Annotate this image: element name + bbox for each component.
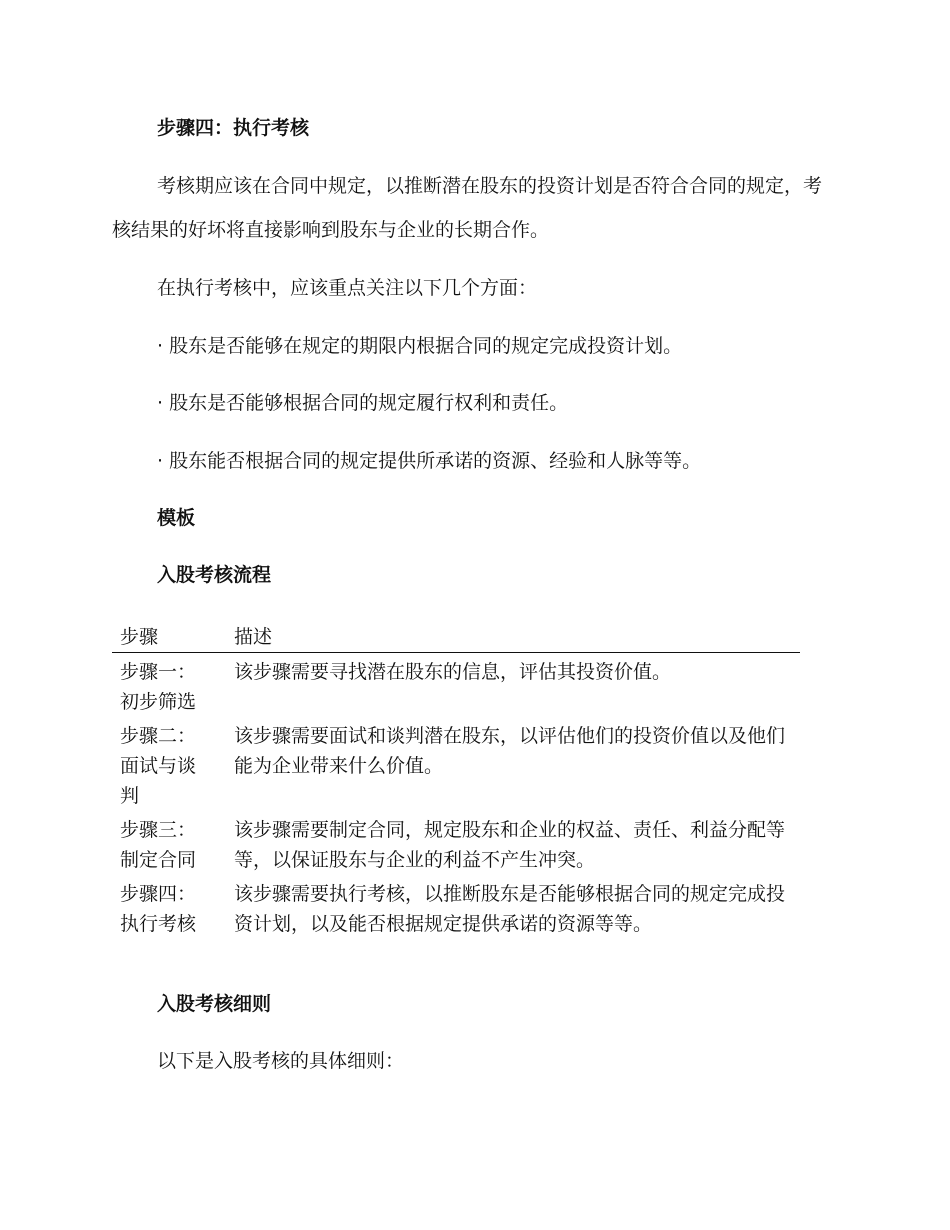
table-row <box>112 653 800 718</box>
rules-intro-text: 以下是入股考核的具体细则： <box>157 1050 405 1072</box>
step-label: 步骤三：制定合同 <box>120 819 197 871</box>
table-cell-step <box>112 875 226 939</box>
step-label: 步骤四：执行考核 <box>120 883 197 935</box>
step-label: 步骤二：面试与谈判 <box>120 725 197 807</box>
focus-intro-text: 在执行考核中，应该重点关注以下几个方面： <box>157 277 538 299</box>
rules-heading: 入股考核细则 <box>157 993 272 1015</box>
step4-paragraph: 考核期应该在合同中规定，以推断潜在股东的投资计划是否符合合同的规定，考核结果的好坏将直接影响到股东与企业的长期合作。 <box>112 175 823 241</box>
focus-bullet-2: · 股东是否能够根据合同的规定履行权利和责任。 <box>157 392 569 414</box>
table-header-step: 步骤 <box>112 622 226 653</box>
table-cell-desc: 该步骤需要执行考核，以推断股东是否能够根据合同的规定完成投资计划，以及能否根据规定提供承诺的资源等等。 <box>234 883 786 935</box>
table-cell-step <box>112 653 226 718</box>
step-label: 步骤一：初步筛选 <box>120 661 197 713</box>
table-header-desc: 描述 <box>226 622 800 653</box>
table-header-row <box>112 622 800 653</box>
table-cell-desc: 该步骤需要面试和谈判潜在股东，以评估他们的投资价值以及他们能为企业带来什么价值。 <box>234 725 786 777</box>
focus-bullet-3: · 股东能否根据合同的规定提供所承诺的资源、经验和人脉等等。 <box>157 450 702 472</box>
table-cell-desc: 该步骤需要制定合同，规定股东和企业的权益、责任、利益分配等等，以保证股东与企业的利益不产生冲突。 <box>234 819 786 871</box>
table-row <box>112 717 800 811</box>
table-cell-step <box>112 717 226 811</box>
process-heading: 入股考核流程 <box>157 564 272 586</box>
process-table <box>112 622 800 939</box>
template-heading: 模板 <box>157 507 196 529</box>
table-cell-step <box>112 811 226 875</box>
table-cell-desc: 该步骤需要寻找潜在股东的信息，评估其投资价值。 <box>234 661 672 683</box>
table-row <box>112 875 800 939</box>
focus-bullet-1: · 股东是否能够在规定的期限内根据合同的规定完成投资计划。 <box>157 335 683 357</box>
table-row <box>112 811 800 875</box>
section-heading-step4: 步骤四：执行考核 <box>157 117 310 139</box>
